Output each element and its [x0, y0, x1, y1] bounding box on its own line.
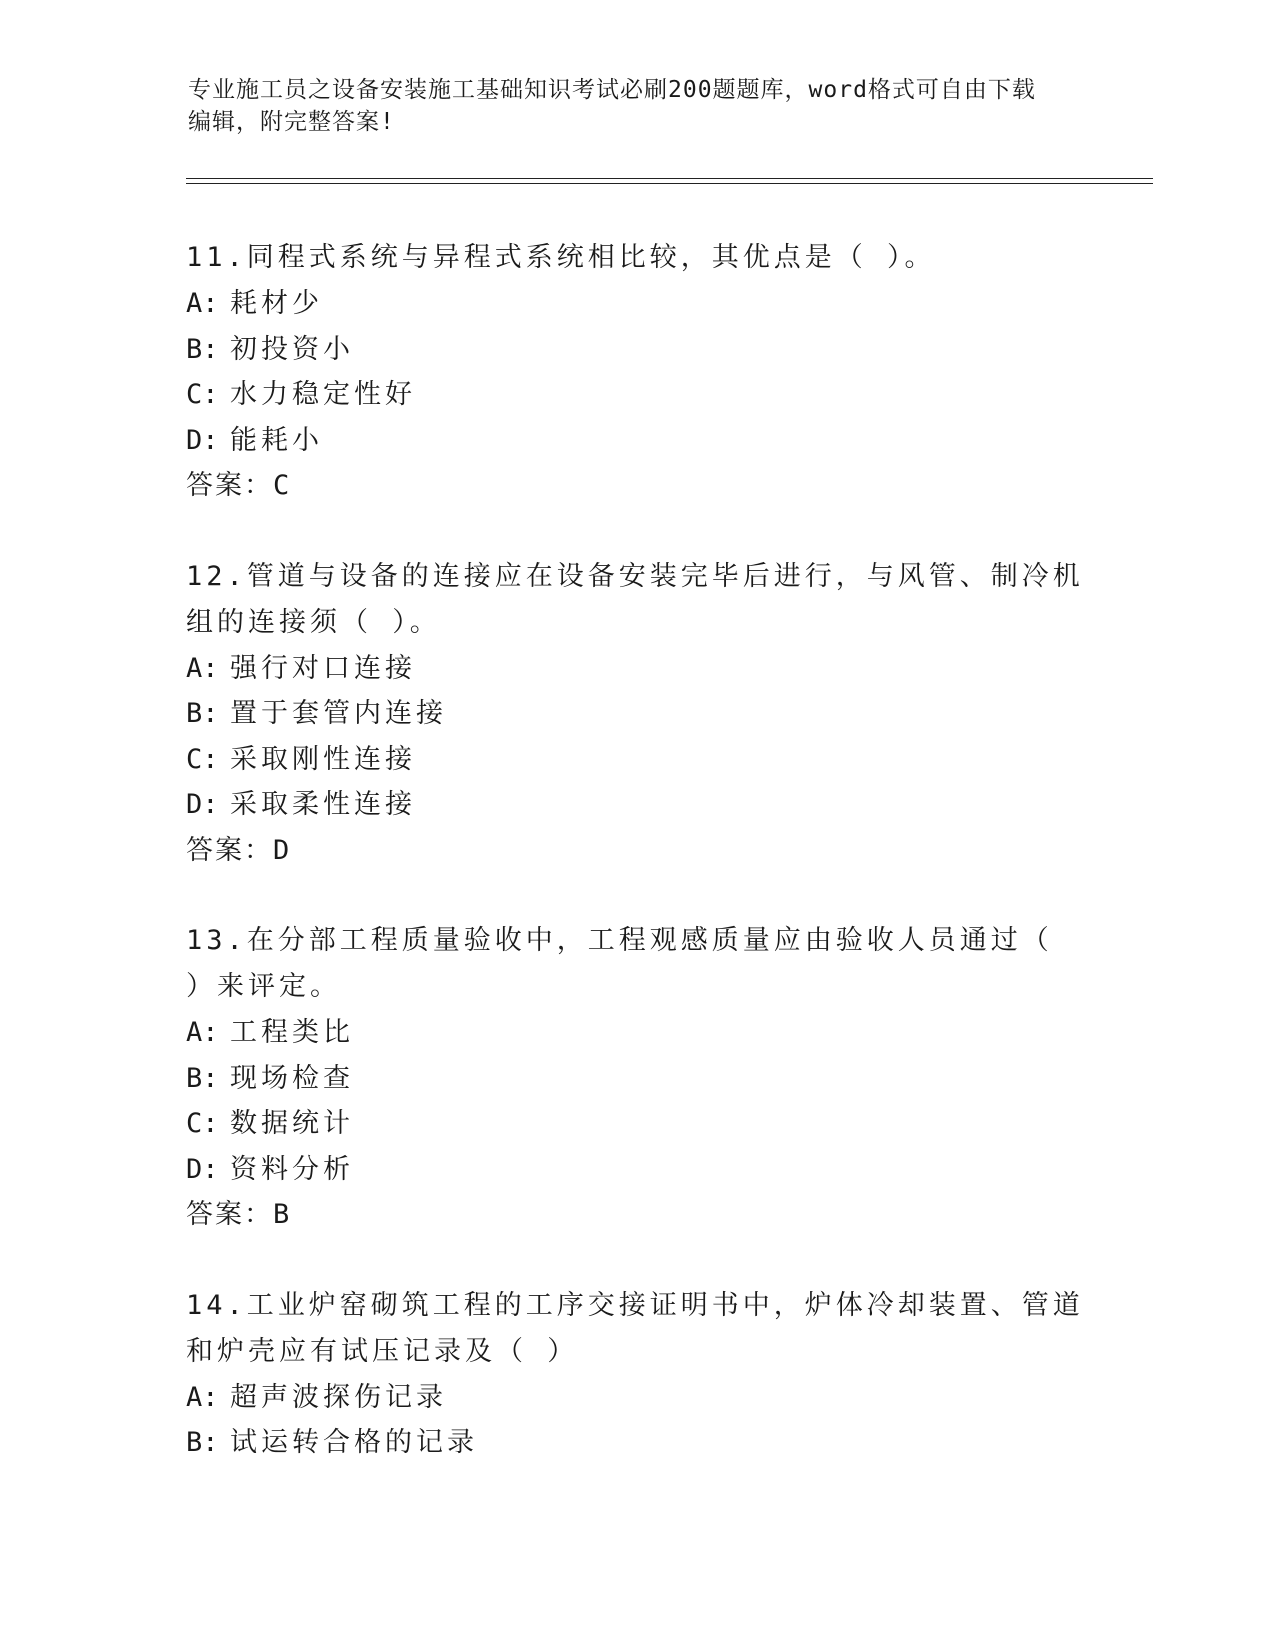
question-stem: 12.管道与设备的连接应在设备安装完毕后进行，与风管、制冷机组的连接须（ ）。 [186, 560, 1084, 638]
question-stem: 14.工业炉窑砌筑工程的工序交接证明书中，炉体冷却装置、管道和炉壳应有试压记录及（ ） [186, 1289, 1084, 1367]
document-header [188, 74, 1078, 138]
answer-label: 答案： [186, 470, 273, 501]
question-list [186, 235, 1086, 1511]
question-12 [186, 554, 1086, 874]
option-a: A: 耗材少 [186, 288, 323, 319]
header-line-2: 编辑，附完整答案! [188, 109, 395, 135]
question-13 [186, 918, 1086, 1238]
question-stem: 13.在分部工程质量验收中，工程观感质量应由验收人员通过（ ）来评定。 [186, 925, 1053, 1002]
option-a: A: 强行对口连接 [186, 652, 416, 684]
option-d: D: 资料分析 [186, 1153, 354, 1185]
answer-value: D [273, 834, 292, 866]
answer [186, 1192, 1086, 1238]
answer-label: 答案： [186, 834, 273, 866]
header-divider-bottom [186, 183, 1153, 184]
answer-value: C [273, 470, 292, 501]
option-a: A: 超声波探伤记录 [186, 1381, 447, 1413]
option-b: B: 现场检查 [186, 1062, 354, 1094]
header-divider-top [186, 178, 1153, 179]
option-d: D: 采取柔性连接 [186, 789, 416, 820]
option-b: B: 初投资小 [186, 333, 354, 365]
option-d: D: 能耗小 [186, 424, 323, 456]
answer-label: 答案： [186, 1199, 273, 1230]
answer [186, 828, 1086, 874]
option-a: A: 工程类比 [186, 1017, 354, 1048]
question-14 [186, 1283, 1086, 1466]
question-11 [186, 235, 1086, 509]
question-stem: 11.同程式系统与异程式系统相比较，其优点是（ ）。 [186, 242, 936, 273]
option-c: C: 水力稳定性好 [186, 379, 416, 410]
option-c: C: 数据统计 [186, 1108, 354, 1139]
option-b: B: 置于套管内连接 [186, 698, 447, 729]
answer [186, 463, 1086, 509]
header-line-1: 专业施工员之设备安装施工基础知识考试必刷200题题库，word格式可自由下载 [188, 77, 1036, 103]
option-c: C: 采取刚性连接 [186, 743, 416, 775]
answer-value: B [273, 1199, 292, 1230]
option-b: B: 试运转合格的记录 [186, 1427, 478, 1458]
